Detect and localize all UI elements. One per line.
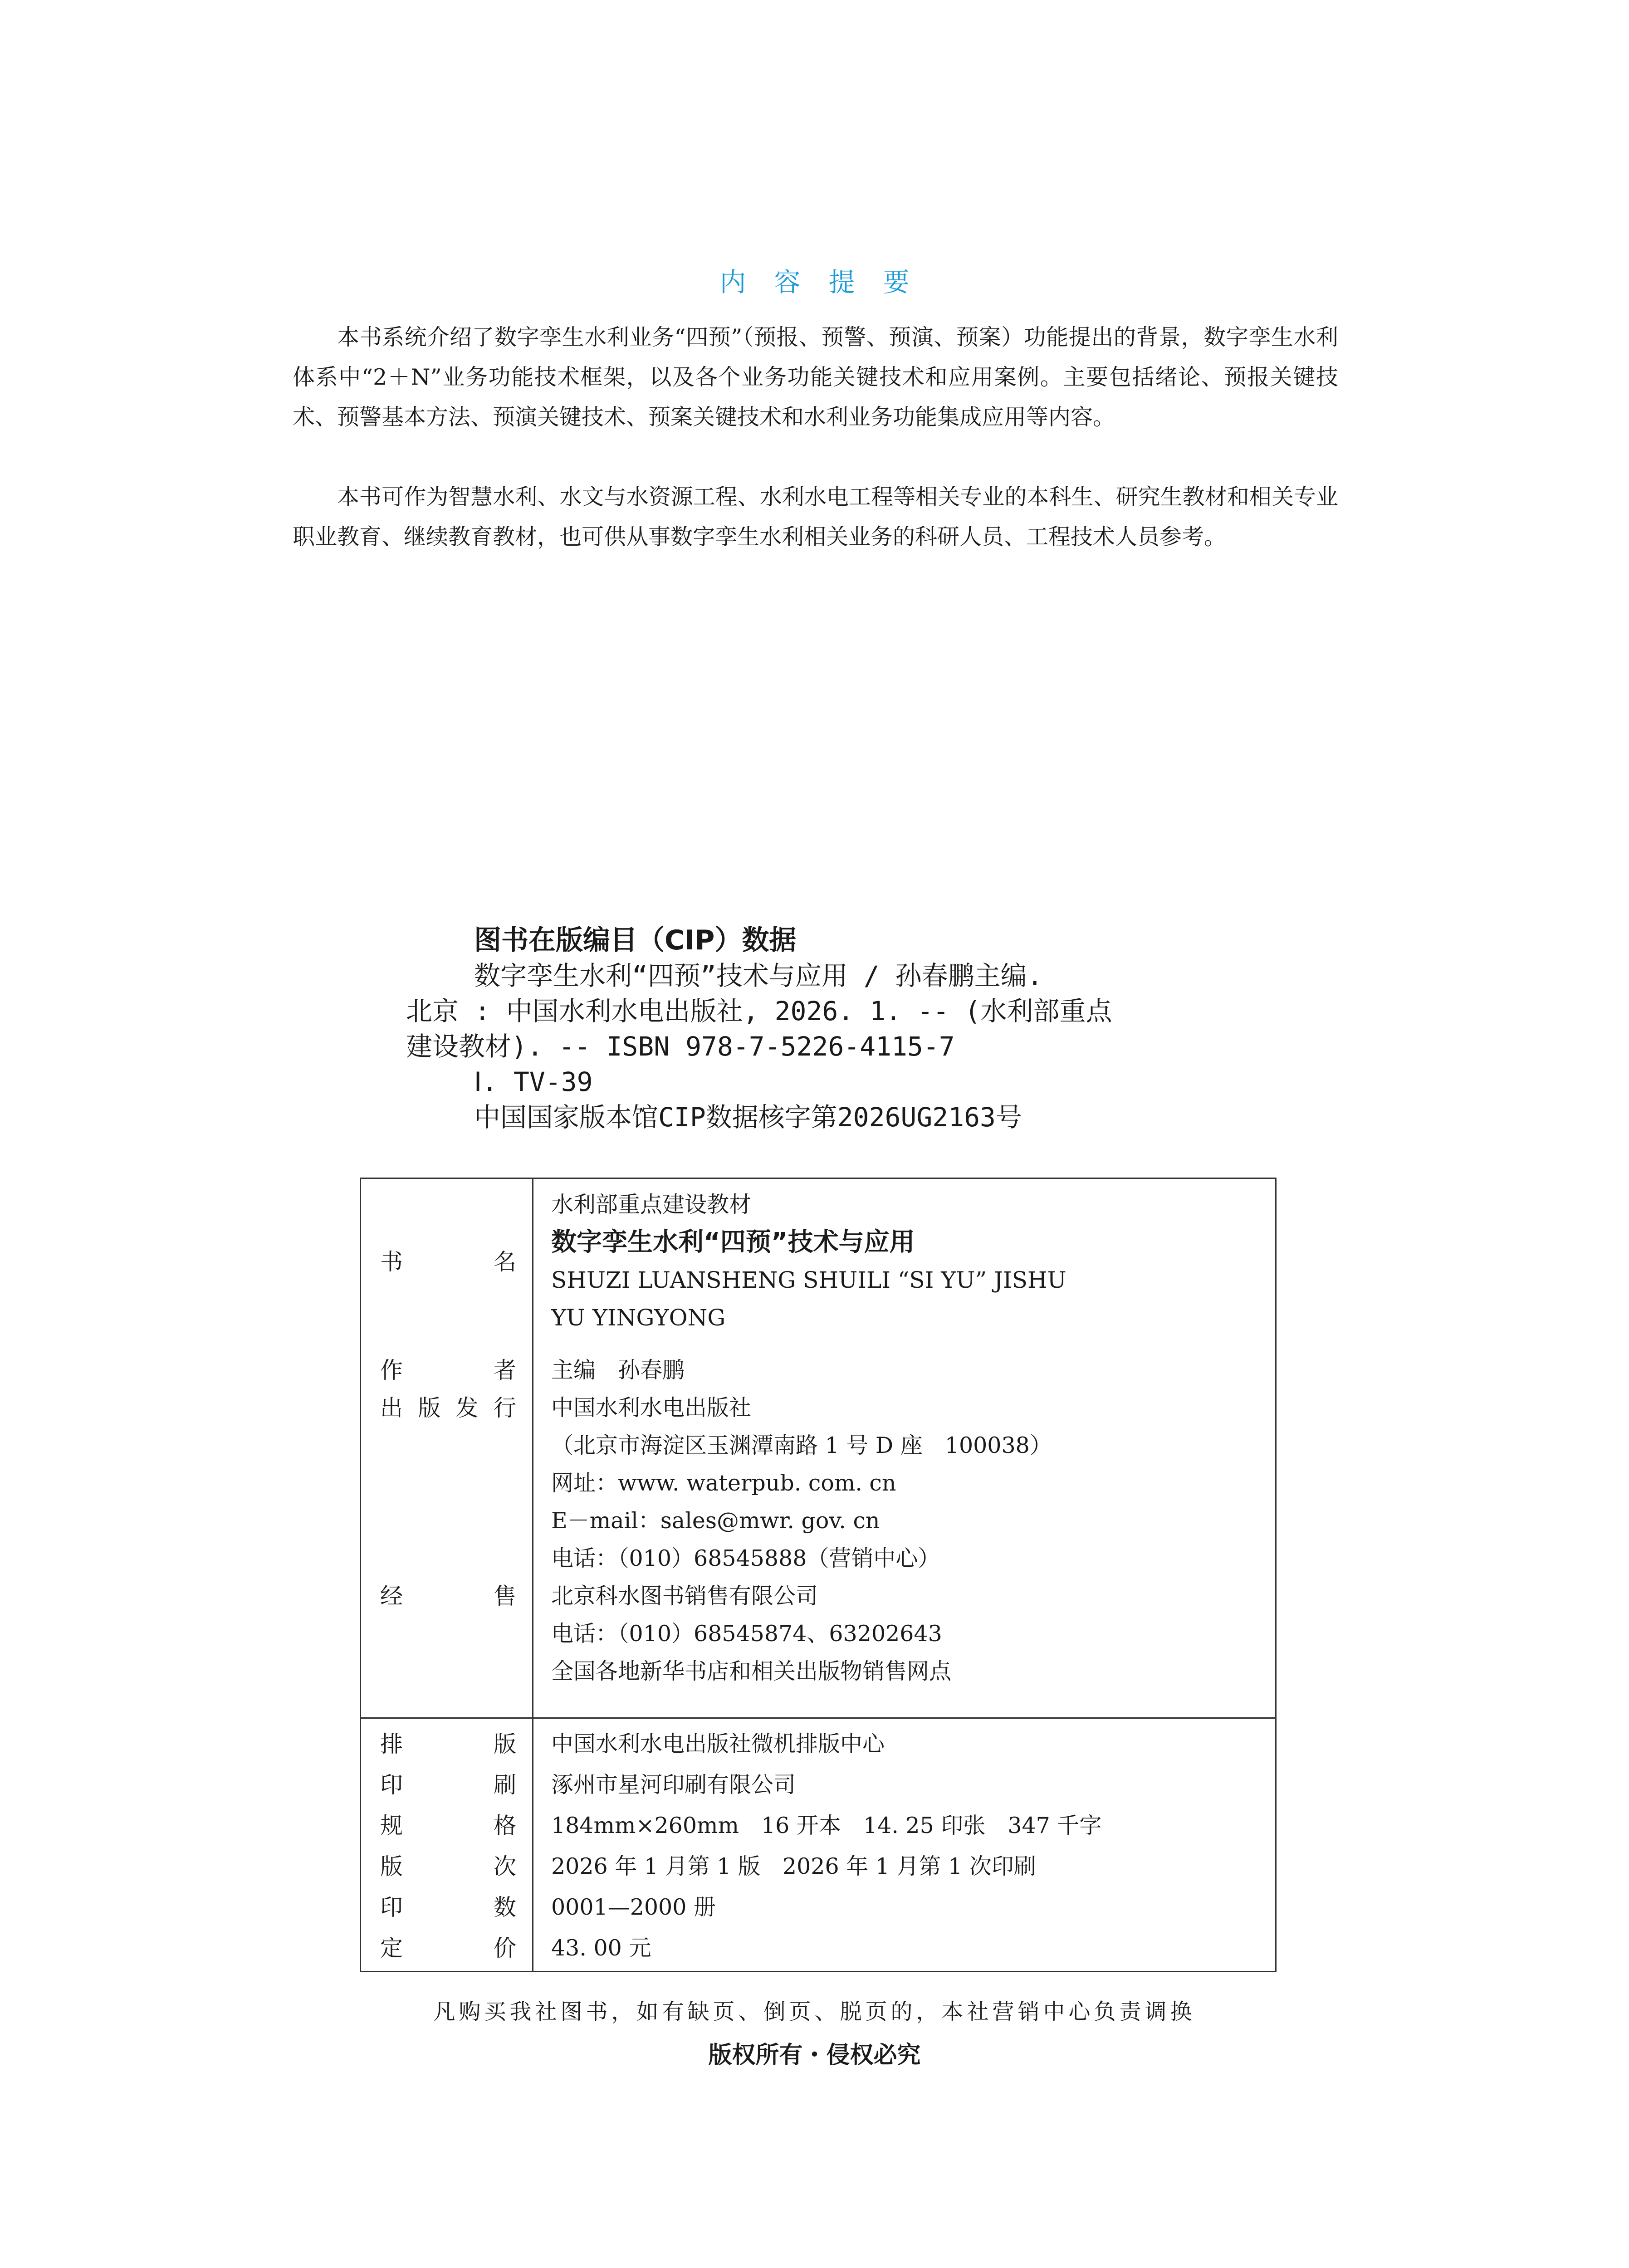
- printing-value: 涿州市星河印刷有限公司: [551, 1772, 796, 1798]
- label-author: 作者: [380, 1357, 516, 1383]
- book-title-pinyin: SHUZI LUANSHENG SHUILI “SI YU” JISHU: [551, 1267, 1066, 1293]
- summary-title: 内容提要: [719, 267, 938, 298]
- table-row-divider: [360, 1717, 1277, 1719]
- distributor-name: 北京科水图书销售有限公司: [551, 1583, 818, 1609]
- cip-line: 数字孪生水利“四预”技术与应用 / 孙春鹏主编.: [474, 960, 1043, 991]
- spec-value: 184mm×260mm 16 开本 14. 25 印张 347 千字: [551, 1813, 1102, 1838]
- label-title: 书名: [380, 1249, 516, 1275]
- typesetting-value: 中国水利水电出版社微机排版中心: [551, 1731, 885, 1757]
- edition-value: 2026 年 1 月第 1 版 2026 年 1 月第 1 次印刷: [551, 1853, 1036, 1879]
- distributor-network: 全国各地新华书店和相关出版物销售网点: [551, 1658, 952, 1684]
- replacement-notice: 凡购买我社图书，如有缺页、倒页、脱页的，本社营销中心负责调换: [433, 1999, 1196, 2024]
- cip-heading: 图书在版编目（CIP）数据: [474, 924, 797, 956]
- label-publisher: 出版发行: [380, 1395, 516, 1421]
- label-distributor: 经售: [380, 1583, 516, 1609]
- label-printing: 印刷: [380, 1772, 516, 1798]
- cip-line: 建设教材). -- ISBN 978-7-5226-4115-7: [406, 1031, 955, 1062]
- price-value: 43. 00: [551, 1935, 622, 1961]
- copyright-notice: 版权所有・侵权必究: [708, 2042, 921, 2069]
- publisher-website: 网址：www. waterpub. com. cn: [551, 1470, 896, 1496]
- book-title: 数字孪生水利“四预”技术与应用: [551, 1227, 915, 1257]
- summary-paragraph: 本书可作为智慧水利、水文与水资源工程、水利水电工程等相关专业的本科生、研究生教材和相关专业职业教育、继续教育教材，也可供从事数字孪生水利相关业务的科研人员、工程技术人员参考。: [293, 484, 1338, 550]
- price-row: [551, 1935, 651, 1962]
- publisher-address: （北京市海淀区玉渊潭南路 1 号 D 座 100038）: [551, 1432, 1052, 1458]
- label-edition: 版次: [380, 1853, 516, 1880]
- print-run-value: 0001—2000 册: [551, 1894, 716, 1920]
- table-column-divider: [532, 1178, 533, 1972]
- distributor-phone: 电话：（010）68545874、63202643: [551, 1621, 942, 1647]
- cip-line: 北京 : 中国水利水电出版社, 2026. 1. -- (水利部重点: [406, 996, 1112, 1026]
- series-name: 水利部重点建设教材: [551, 1192, 752, 1217]
- cip-line: 中国国家版本馆CIP数据核字第2026UG2163号: [474, 1102, 1022, 1133]
- label-typesetting: 排版: [380, 1731, 516, 1757]
- cip-line: Ⅰ. TV-39: [474, 1066, 593, 1097]
- label-spec: 规格: [380, 1813, 516, 1839]
- publisher-name: 中国水利水电出版社: [551, 1395, 752, 1421]
- summary-paragraph: 本书系统介绍了数字孪生水利业务“四预”（预报、预警、预演、预案）功能提出的背景，数字孪生水利体系中“2＋N”业务功能技术框架，以及各个业务功能关键技术和应用案例。主要包括绪论、预报关键技术、预警基本方法、预演关键技术、预案关键技术和水利业务功能集成应用等内容。: [293, 324, 1338, 430]
- publisher-phone: 电话：（010）68545888（营销中心）: [551, 1545, 940, 1571]
- label-print-run: 印数: [380, 1894, 516, 1921]
- price-unit: 元: [629, 1935, 651, 1961]
- book-title-pinyin: YU YINGYONG: [551, 1305, 726, 1331]
- label-price: 定价: [380, 1935, 516, 1961]
- author-value: 主编 孙春鹏: [551, 1357, 685, 1383]
- publisher-email: E－mail：sales@mwr. gov. cn: [551, 1508, 880, 1534]
